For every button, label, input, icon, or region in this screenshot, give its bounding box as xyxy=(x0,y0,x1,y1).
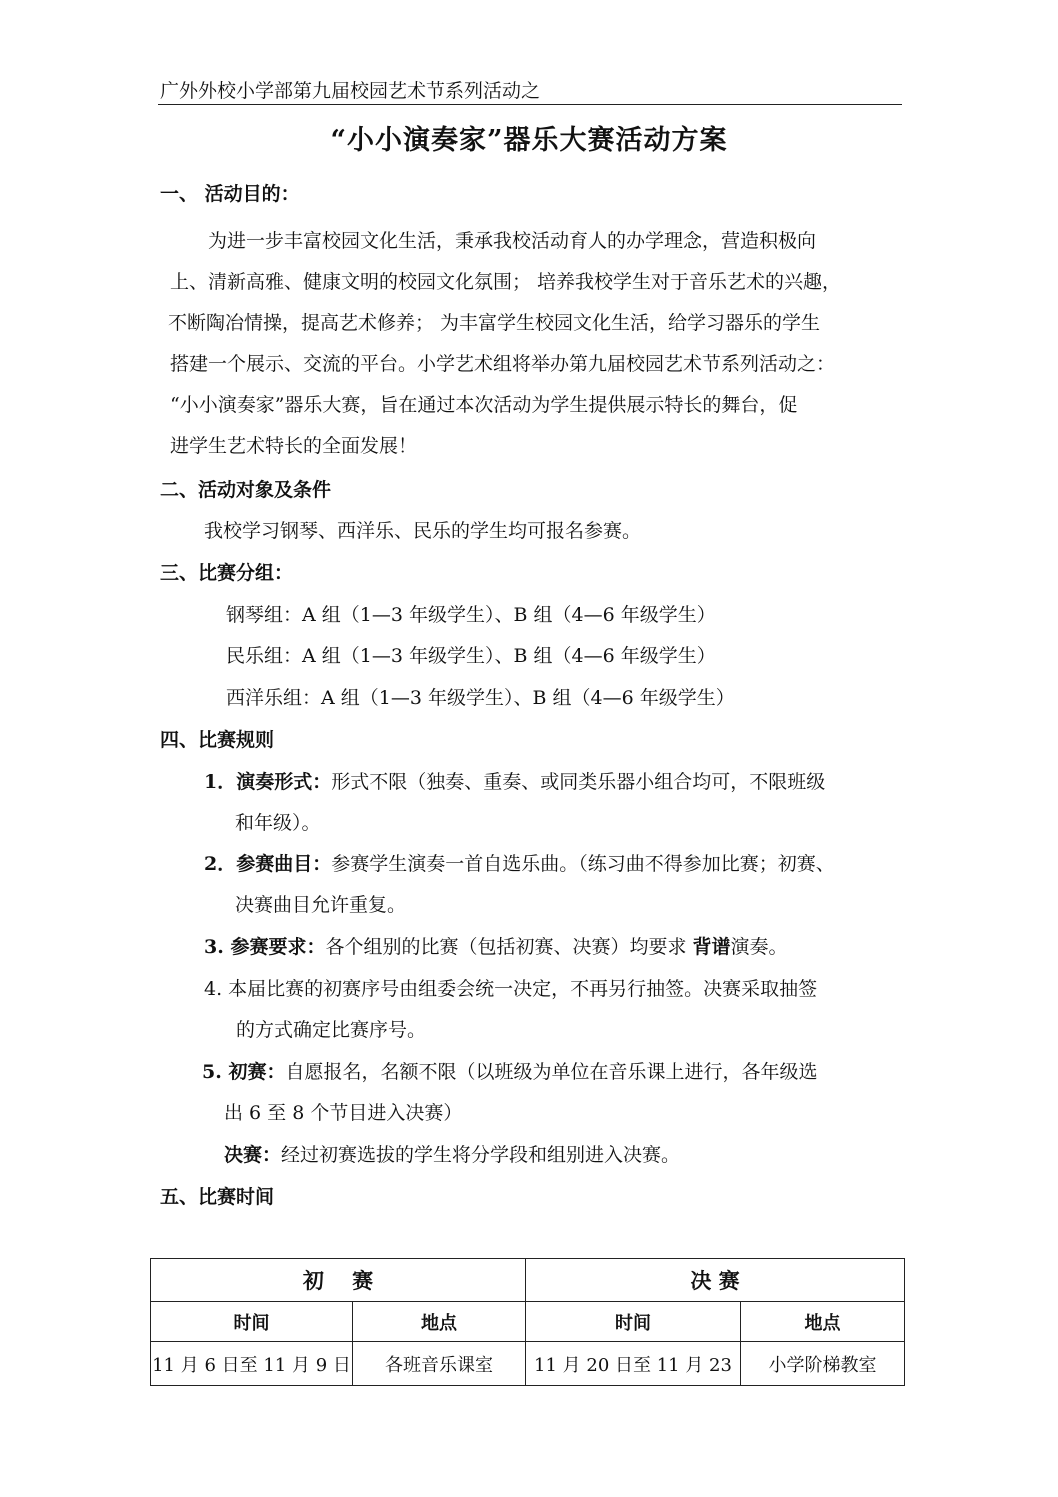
rule-4-cont: 的方式确定比赛序号。 xyxy=(236,1019,427,1041)
section3-heading: 三、比赛分组： xyxy=(160,562,294,584)
rule-label: 2．参赛曲目： xyxy=(204,853,332,875)
group-item: 钢琴组：A 组（1—3 年级学生）、B 组（4—6 年级学生） xyxy=(226,604,716,626)
rule-text: 形式不限（独奏、重奏、或同类乐器小组合均可，不限班级 xyxy=(331,771,826,793)
section1-heading: 一、 活动目的： xyxy=(160,183,300,205)
rule-1-cont: 和年级）。 xyxy=(235,812,321,834)
column-header-time: 时间 xyxy=(526,1302,741,1342)
rule-1 xyxy=(204,770,825,794)
section2-line: 我校学习钢琴、西洋乐、民乐的学生均可报名参赛。 xyxy=(204,520,642,542)
prelim-header: 初 赛 xyxy=(151,1259,526,1302)
document-title: “小小演奏家”器乐大赛活动方案 xyxy=(330,125,728,156)
rule-text: 参赛学生演奏一首自选乐曲。（练习曲不得参加比赛；初赛、 xyxy=(331,853,835,875)
rule-3 xyxy=(204,935,788,959)
rule-4: 4. 本届比赛的初赛序号由组委会统一决定，不再另行抽签。决赛采取抽签 xyxy=(204,978,818,1000)
section1-line: 不断陶冶情操，提高艺术修养； 为丰富学生校园文化生活，给学习器乐的学生 xyxy=(168,312,821,334)
rule-5-cont: 出 6 至 8 个节目进入决赛） xyxy=(224,1102,463,1124)
group-item: 民乐组：A 组（1—3 年级学生）、B 组（4—6 年级学生） xyxy=(226,645,716,667)
prelim-place-cell: 各班音乐课室 xyxy=(353,1342,526,1386)
section2-heading: 二、活动对象及条件 xyxy=(160,479,332,501)
column-header-place: 地点 xyxy=(741,1302,905,1342)
rule-5 xyxy=(202,1060,817,1084)
rule-label: 5. 初赛： xyxy=(202,1061,286,1083)
final-rule xyxy=(224,1143,680,1167)
rule-2 xyxy=(204,852,835,876)
rule-label: 1．演奏形式： xyxy=(204,771,332,793)
rule-text: 自愿报名，名额不限（以班级为单位在音乐课上进行，各年级选 xyxy=(285,1061,818,1083)
section4-heading: 四、比赛规则 xyxy=(160,729,275,751)
rule-label: 3. 参赛要求： xyxy=(204,936,326,958)
rule-label: 决赛： xyxy=(224,1144,282,1166)
section1-line: 为进一步丰富校园文化生活，秉承我校活动育人的办学理念，营造积极向 xyxy=(208,230,817,252)
section1-line: 进学生艺术特长的全面发展！ xyxy=(170,435,418,457)
table-row xyxy=(151,1259,905,1302)
section1-line: 搭建一个展示、交流的平台。小学艺术组将举办第九届校园艺术节系列活动之： xyxy=(170,353,836,375)
final-place-cell: 小学阶梯教室 xyxy=(741,1342,905,1386)
prelim-time-cell: 11 月 6 日至 11 月 9 日 xyxy=(151,1342,353,1386)
running-header: 广外外校小学部第九届校园艺术节系列活动之 xyxy=(160,80,541,102)
section5-heading: 五、比赛时间 xyxy=(160,1186,275,1208)
table-row xyxy=(151,1302,905,1342)
group-item: 西洋乐组：A 组（1—3 年级学生）、B 组（4—6 年级学生） xyxy=(226,687,735,709)
rule-emphasis: 背谱 xyxy=(692,936,731,958)
column-header-place: 地点 xyxy=(353,1302,526,1342)
section1-line: “小小演奏家”器乐大赛，旨在通过本次活动为学生提供展示特长的舞台，促 xyxy=(170,394,798,416)
column-header-time: 时间 xyxy=(151,1302,353,1342)
header-divider xyxy=(158,104,902,105)
final-header: 决 赛 xyxy=(526,1259,905,1302)
rule-text: 经过初赛选拔的学生将分学段和组别进入决赛。 xyxy=(281,1144,681,1166)
section1-line: 上、清新高雅、健康文明的校园文化氛围； 培养我校学生对于音乐艺术的兴趣， xyxy=(170,271,842,293)
rule-text: 各个组别的比赛（包括初赛、决赛）均要求 xyxy=(325,936,693,958)
table-row xyxy=(151,1342,905,1386)
rule-2-cont: 决赛曲目允许重复。 xyxy=(235,894,407,916)
schedule-table xyxy=(150,1258,905,1386)
final-time-cell: 11 月 20 日至 11 月 23 xyxy=(526,1342,741,1386)
rule-text-end: 演奏。 xyxy=(730,936,788,958)
